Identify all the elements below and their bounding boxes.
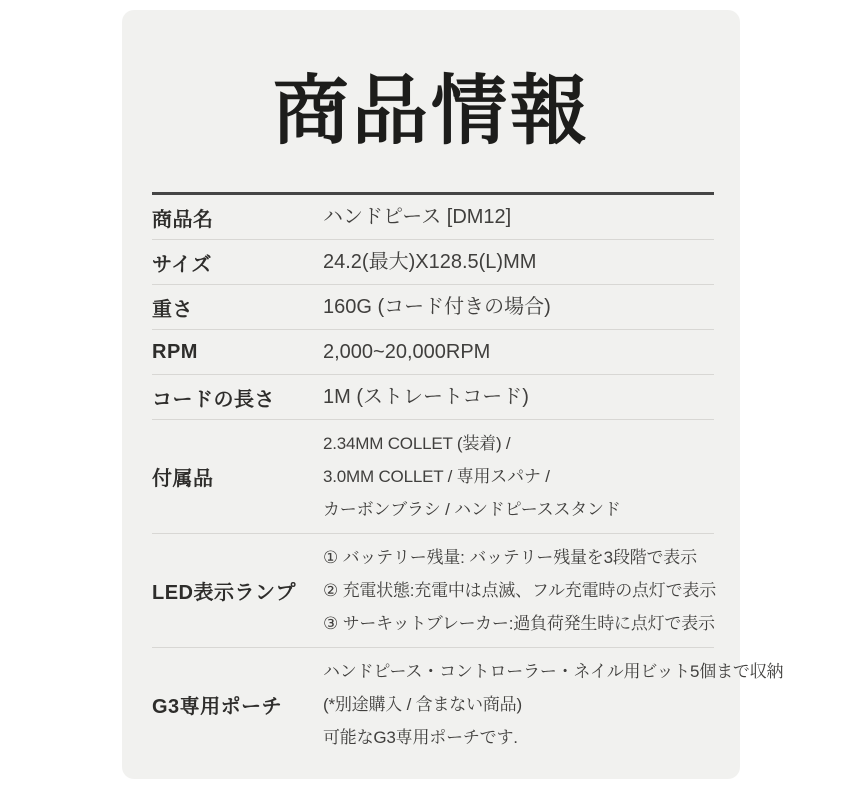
table-row (152, 375, 714, 420)
spec-value-line: ハンドピース・コントローラー・ネイル用ビット5個まで収納 (323, 662, 784, 681)
table-row (152, 195, 714, 240)
table-row (152, 240, 714, 285)
spec-value-line: 24.2(最大)X128.5(L)MM (323, 250, 537, 273)
spec-value (323, 285, 714, 330)
spec-table (152, 192, 784, 761)
spec-label: サイズ (152, 253, 212, 276)
spec-value-line: カーボンブラシ / ハンドピーススタンド (323, 500, 621, 519)
spec-value (323, 427, 714, 526)
table-row (152, 420, 714, 534)
table-row (152, 285, 714, 330)
spec-label: LED表示ランプ (152, 582, 296, 604)
spec-value (323, 655, 783, 754)
table-row (152, 648, 784, 761)
spec-label: 付属品 (152, 468, 214, 490)
spec-value (323, 330, 714, 375)
spec-value (323, 195, 714, 240)
spec-label: 商品名 (152, 208, 214, 231)
spec-label: コードの長さ (152, 388, 275, 411)
product-info-panel (122, 10, 784, 779)
page-title: 商品情報 (273, 69, 589, 154)
spec-value-line: ハンドピース [DM12] (323, 205, 512, 228)
spec-label: RPM (152, 340, 198, 363)
spec-value-line: 2,000~20,000RPM (323, 340, 491, 363)
spec-value-line: 2.34MM COLLET (装着) / (323, 434, 511, 453)
spec-label: 重さ (152, 298, 193, 321)
spec-label: G3専用ポーチ (152, 696, 283, 718)
table-row (152, 534, 717, 648)
spec-value-line: ① バッテリー残量: バッテリー残量を3段階で表示 (323, 548, 697, 567)
spec-value-line: 160G (コード付きの場合) (323, 295, 551, 318)
spec-value-line: 可能なG3専用ポーチです. (323, 728, 518, 747)
spec-value-line: ② 充電状態:充電中は点滅、フル充電時の点灯で表示 (323, 581, 717, 600)
spec-value (323, 375, 714, 420)
spec-value (323, 541, 716, 640)
spec-value-line: 1M (ストレートコード) (323, 385, 529, 408)
table-row (152, 330, 714, 375)
spec-value (323, 240, 714, 285)
spec-value-line: 3.0MM COLLET / 専用スパナ / (323, 467, 550, 486)
spec-value-line: (*別途購入 / 含まない商品) (323, 695, 522, 714)
spec-value-line: ③ サーキットブレーカー:過負荷発生時に点灯で表示 (323, 614, 715, 633)
